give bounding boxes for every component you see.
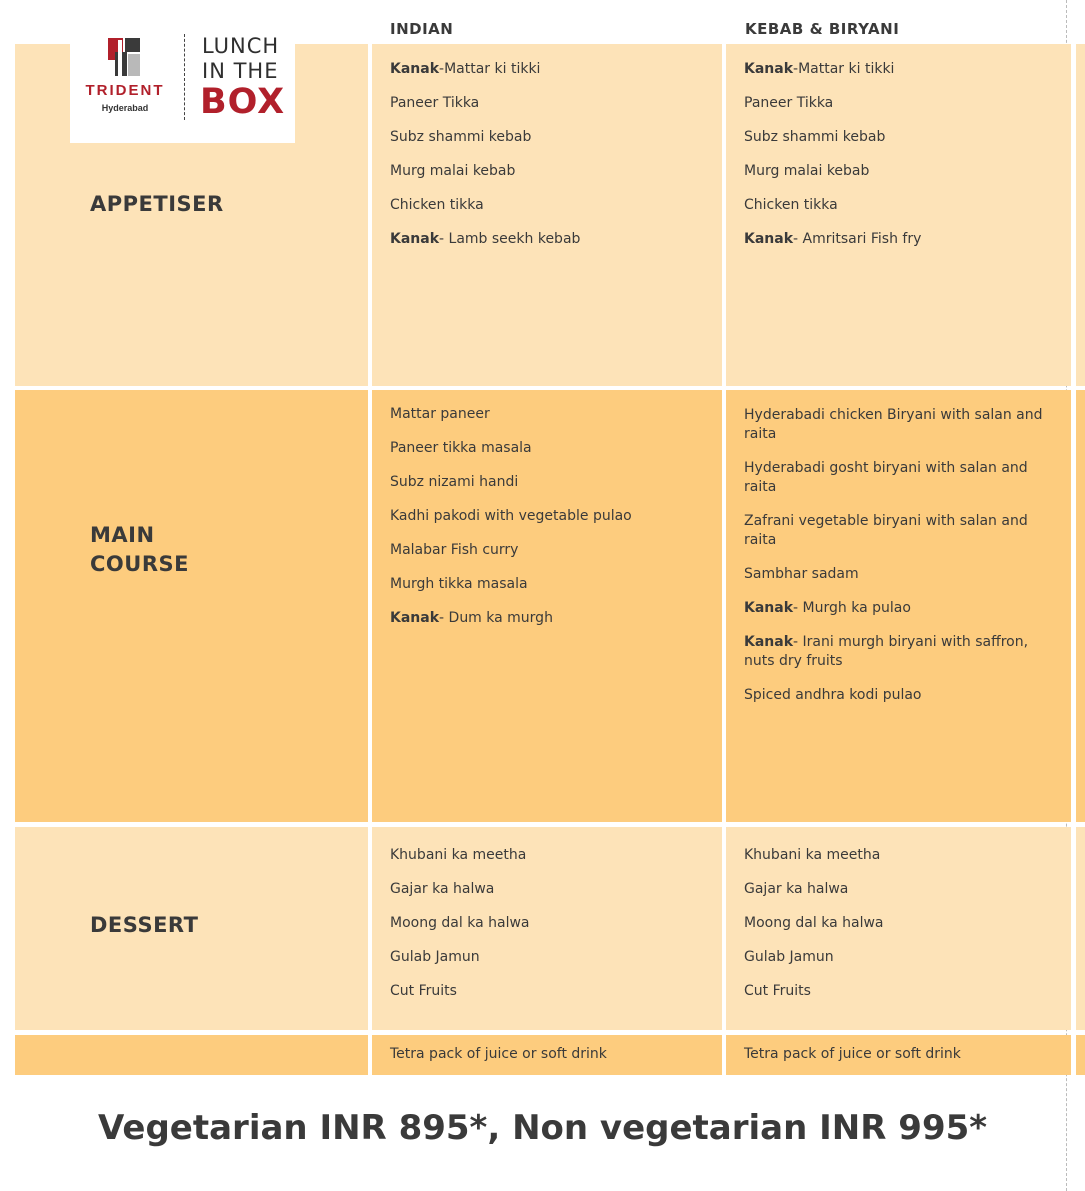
beverage-kebab-item: Tetra pack of juice or soft drink	[744, 1046, 961, 1062]
menu-item	[390, 473, 722, 492]
course-label-appetiser: APPETISER	[90, 192, 224, 216]
logo-title-line2: IN THE	[202, 59, 279, 83]
menu-item	[744, 599, 1061, 618]
column-header-indian: INDIAN	[390, 20, 454, 38]
menu-item	[744, 982, 1071, 1001]
menu-item	[390, 162, 722, 181]
menu-item-text: Murgh tikka masala	[390, 576, 528, 592]
beverage-extra-cell	[1076, 1035, 1085, 1075]
kanak-prefix: Kanak	[744, 600, 794, 616]
menu-item	[390, 128, 722, 147]
trident-logo-icon	[108, 38, 140, 76]
menu-item	[744, 162, 1071, 181]
menu-item-text: Zafrani vegetable biryani with salan and raita	[744, 513, 1028, 548]
menu-item	[390, 196, 722, 215]
appetiser-indian-cell	[372, 44, 722, 386]
menu-item	[390, 575, 722, 594]
menu-item-text: Moong dal ka halwa	[744, 915, 884, 931]
menu-item	[390, 507, 722, 526]
menu-item	[390, 541, 722, 560]
menu-item	[390, 948, 722, 967]
dessert-kebab-list	[726, 827, 1071, 1001]
appetiser-indian-list	[372, 44, 722, 249]
menu-item-text: -Mattar ki tikki	[793, 61, 895, 77]
menu-item	[390, 94, 722, 113]
menu-item	[390, 439, 722, 458]
kanak-prefix: Kanak	[744, 231, 794, 247]
menu-item	[744, 230, 1071, 249]
course-label-main-line1: MAIN	[90, 523, 155, 547]
logo-block	[70, 6, 295, 143]
menu-item-text: Sambhar sadam	[744, 566, 859, 582]
menu-item	[744, 128, 1071, 147]
menu-item	[390, 405, 722, 424]
menu-item-text: Subz shammi kebab	[390, 129, 532, 145]
logo-title-line1: LUNCH	[202, 34, 280, 58]
course-label-main-line2: COURSE	[90, 552, 189, 576]
logo-city: Hyderabad	[101, 103, 149, 113]
menu-item-text: Gulab Jamun	[390, 949, 480, 965]
menu-item	[744, 633, 1061, 671]
menu-item-text: Subz shammi kebab	[744, 129, 886, 145]
menu-item	[744, 565, 1061, 584]
menu-item-text: Gajar ka halwa	[390, 881, 495, 897]
menu-item	[744, 880, 1071, 899]
logo-title-line3: BOX	[200, 82, 286, 122]
main-indian-list	[372, 390, 722, 628]
menu-item-text: Gajar ka halwa	[744, 881, 849, 897]
menu-item-text: Chicken tikka	[390, 197, 484, 213]
menu-item	[390, 609, 722, 628]
menu-item-text: Paneer Tikka	[390, 95, 480, 111]
menu-item	[744, 196, 1071, 215]
menu-item	[390, 230, 722, 249]
menu-item-text: Khubani ka meetha	[744, 847, 881, 863]
menu-item-text: Cut Fruits	[390, 983, 457, 999]
menu-item-text: Cut Fruits	[744, 983, 811, 999]
main-label-cell	[15, 390, 368, 822]
logo-title	[202, 34, 279, 84]
menu-item-text: - Amritsari Fish fry	[793, 231, 922, 247]
menu-item-text: - Murgh ka pulao	[793, 600, 911, 616]
menu-item-text: -Mattar ki tikki	[439, 61, 541, 77]
appetiser-extra-cell	[1076, 44, 1085, 386]
main-kebab-list	[726, 390, 1071, 705]
menu-item-text: Subz nizami handi	[390, 474, 519, 490]
menu-item	[744, 512, 1061, 550]
dessert-kebab-cell	[726, 827, 1071, 1030]
kanak-prefix: Kanak	[744, 61, 794, 77]
beverage-kebab-cell	[726, 1035, 1071, 1075]
course-label-dessert: DESSERT	[90, 913, 199, 937]
menu-item	[390, 982, 722, 1001]
menu-item	[744, 948, 1071, 967]
logo-brand: TRIDENT	[85, 82, 165, 99]
menu-item-text: - Lamb seekh kebab	[439, 231, 581, 247]
menu-item	[744, 686, 1061, 705]
main-kebab-cell	[726, 390, 1071, 822]
kanak-prefix: Kanak	[390, 610, 440, 626]
menu-item-text: - Dum ka murgh	[439, 610, 553, 626]
menu-item	[744, 846, 1071, 865]
kanak-prefix: Kanak	[744, 634, 794, 650]
course-label-main	[90, 521, 189, 579]
main-extra-cell	[1076, 390, 1085, 822]
menu-item	[390, 880, 722, 899]
main-indian-cell	[372, 390, 722, 822]
menu-item-text: Hyderabadi gosht biryani with salan and raita	[744, 460, 1028, 495]
menu-item-text: - Irani murgh biryani with saffron, nuts dry fruits	[744, 634, 1029, 669]
menu-item	[390, 60, 722, 79]
kanak-prefix: Kanak	[390, 61, 440, 77]
dessert-extra-cell	[1076, 827, 1085, 1030]
menu-item-text: Murg malai kebab	[390, 163, 516, 179]
menu-item	[390, 914, 722, 933]
menu-item	[744, 914, 1071, 933]
menu-item	[744, 94, 1071, 113]
menu-item	[390, 846, 722, 865]
dessert-indian-cell	[372, 827, 722, 1030]
logo-divider	[184, 34, 185, 120]
column-header-kebab: KEBAB & BIRYANI	[745, 20, 900, 38]
menu-item-text: Mattar paneer	[390, 406, 490, 422]
appetiser-kebab-list	[726, 44, 1071, 249]
dessert-indian-list	[372, 827, 722, 1001]
menu-item-text: Moong dal ka halwa	[390, 915, 530, 931]
menu-item-text: Gulab Jamun	[744, 949, 834, 965]
menu-item-text: Paneer Tikka	[744, 95, 834, 111]
menu-item-text: Spiced andhra kodi pulao	[744, 687, 922, 703]
price-line: Vegetarian INR 895*, Non vegetarian INR 995*	[97, 1108, 988, 1148]
menu-item	[744, 60, 1071, 79]
menu-item	[744, 406, 1061, 444]
beverage-indian-cell	[372, 1035, 722, 1075]
dessert-label-cell	[15, 827, 368, 1030]
appetiser-kebab-cell	[726, 44, 1071, 386]
menu-item-text: Murg malai kebab	[744, 163, 870, 179]
menu-item-text: Chicken tikka	[744, 197, 838, 213]
beverage-indian-item: Tetra pack of juice or soft drink	[390, 1046, 607, 1062]
menu-item-text: Khubani ka meetha	[390, 847, 527, 863]
menu-item	[744, 459, 1061, 497]
menu-item-text: Hyderabadi chicken Biryani with salan and raita	[744, 407, 1043, 442]
beverage-label-cell	[15, 1035, 368, 1075]
menu-item-text: Malabar Fish curry	[390, 542, 519, 558]
menu-item-text: Paneer tikka masala	[390, 440, 532, 456]
kanak-prefix: Kanak	[390, 231, 440, 247]
menu-item-text: Kadhi pakodi with vegetable pulao	[390, 508, 632, 524]
